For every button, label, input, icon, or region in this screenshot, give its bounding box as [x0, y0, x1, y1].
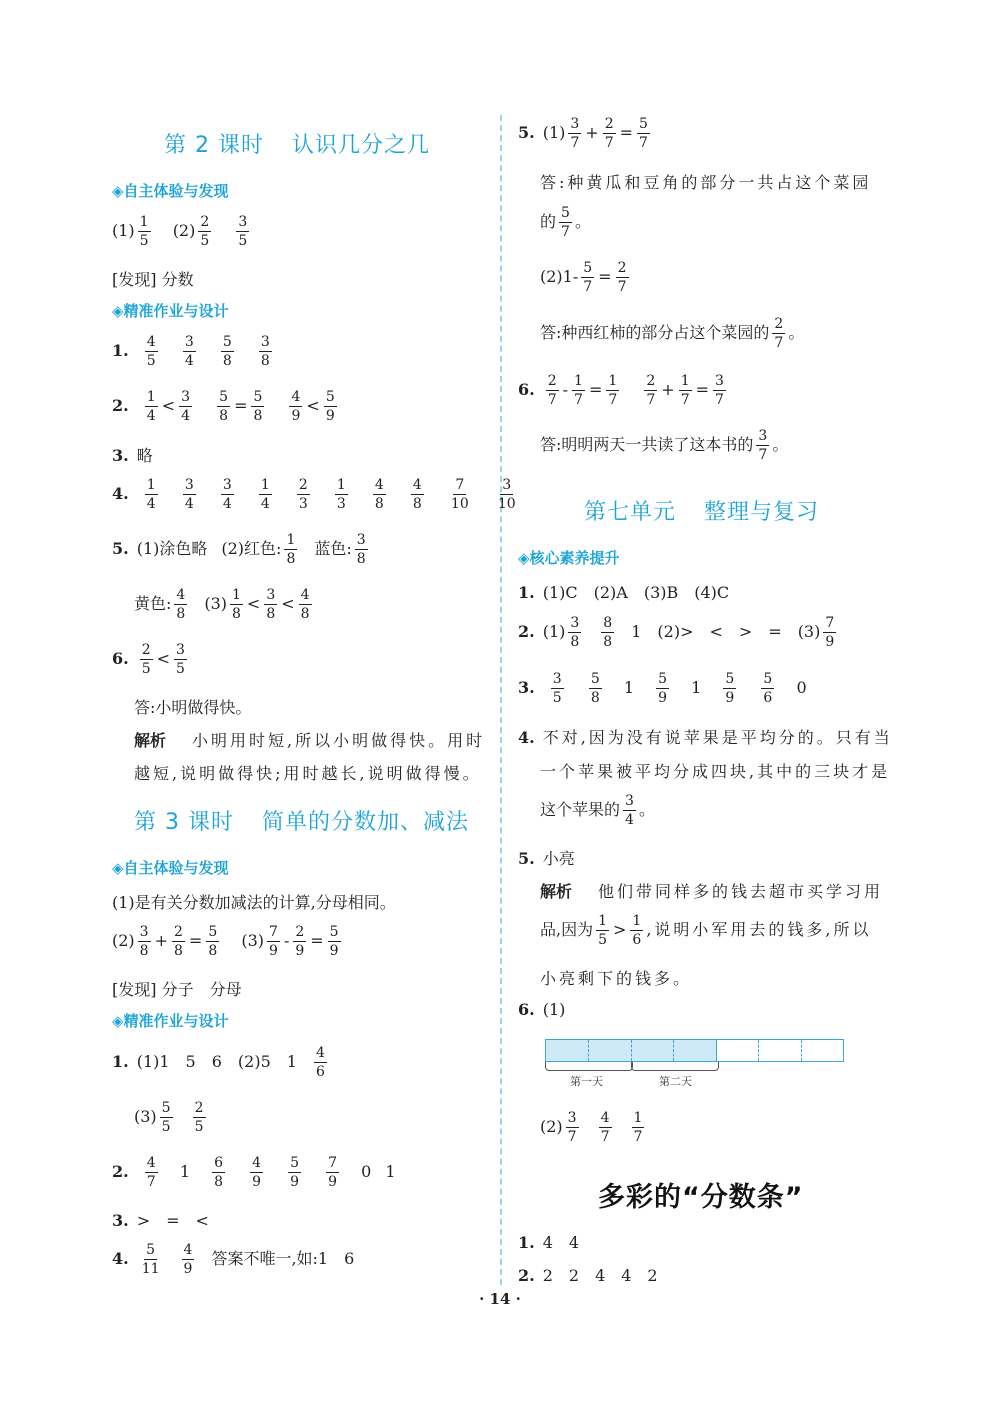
lesson2-q5-line2: 黄色: $\frac{4}{8}$ (3) $\frac{1}{8}$ < $\frac{3}{8}$ < $\frac{4}{8}$: [134, 587, 310, 622]
lesson2-line1: (1) $\frac{1}{5}$ (2) $\frac{2}{5}$ $\frac{3}{5}$: [112, 214, 248, 249]
right-q5: 5. (1) $\frac{3}{7}$ + $\frac{2}{7}$ = $\frac{5}{7}$: [518, 116, 648, 151]
lesson3-q2: 2. $\frac{4}{7}$ 1 $\frac{6}{8}$ $\frac{4}{9}$ $\frac{5}{9}$ $\frac{7}{9}$ 0 1: [112, 1155, 396, 1190]
lesson3-q4: 4. $\frac{5}{11}$ $\frac{4}{9}$ 答案不唯一,如:1 6: [112, 1242, 355, 1277]
fraction: $\frac{3}{5}$: [238, 214, 248, 249]
lesson2-discover: [发现] 分数: [112, 270, 194, 289]
right-q6: 6. $\frac{2}{7}$ - $\frac{1}{7}$ = $\frac{1}{7}$ $\frac{2}{7}$ + $\frac{1}{7}$ = $\frac{3}{7}$: [518, 373, 724, 408]
lesson2-q6-answer: 答:小明做得快。: [134, 698, 252, 717]
left-column: [112, 0, 516, 1300]
bar-segment-divider: [801, 1040, 802, 1061]
lesson2-title-b: 认识几分之几: [291, 133, 430, 158]
lesson3-q1: 1. (1)1 5 6 (2)5 1 $\frac{4}{6}$: [112, 1045, 325, 1080]
lesson2-q4: 4. $\frac{1}{4}$ $\frac{3}{4}$ $\frac{3}{4}$ $\frac{1}{4}$ $\frac{2}{3}$ $\frac{1}{3}$ $\frac{4}{8}$ $\frac{4}{8}$ $\frac{7}{10}$ $\frac{3}{10}$: [112, 477, 516, 512]
label-day2: 第二天: [659, 1075, 692, 1088]
r4-line3: 这个苹果的 $\frac{3}{4}$ 。: [540, 793, 655, 828]
r5-analysis: 解析 他们带同样多的钱去超市买学习用: [540, 882, 884, 901]
lesson3-discover: [发现] 分子 分母: [112, 980, 242, 999]
r1: 1. (1)C (2)A (3)B (4)C: [518, 583, 730, 602]
label-day1: 第一天: [570, 1075, 603, 1088]
lesson2-q6-analysis: 解析 小明用时短,所以小明做得快。用时: [134, 731, 486, 750]
r5: 5. 小亮: [518, 849, 575, 868]
lesson2-section1: ◈自主体验与发现: [112, 182, 229, 200]
right-q5-answer2: 答:种西红柿的部分占这个菜园的 $\frac{2}{7}$ 。: [540, 316, 805, 351]
right-q5-answer1: 答:种黄瓜和豆角的部分一共占这个菜园: [540, 173, 872, 192]
r5-analysis-3: 小亮剩下的钱多。: [540, 969, 693, 988]
fraction: $\frac{1}{5}$: [139, 214, 149, 249]
r5-analysis-2: 品,因为 $\frac{1}{5}$ > $\frac{1}{6}$ ,说明小军用去的钱多,所以: [540, 913, 872, 948]
lesson3-section2: ◈精准作业与设计: [112, 1012, 229, 1030]
right-column: [518, 0, 898, 1300]
lesson3-q3: 3. > = <: [112, 1211, 209, 1230]
bar-segment-divider: [631, 1040, 632, 1061]
lesson2-q3: 3. 略: [112, 446, 153, 465]
r4-line2: 一个苹果被平均分成四块,其中的三块才是: [540, 762, 891, 781]
lesson3-line1: (1)是有关分数加减法的计算,分母相同。: [112, 893, 396, 912]
lesson2-title: [164, 128, 430, 159]
core-section: ◈核心素养提升: [518, 549, 620, 567]
fraction: $\frac{2}{5}$: [200, 214, 210, 249]
lesson2-title-a: 第 2 课时: [164, 133, 264, 158]
r3: 3. $\frac{3}{5}$ $\frac{5}{8}$ 1 $\frac{5}{9}$ 1 $\frac{5}{9}$ $\frac{5}{6}$ 0: [518, 671, 807, 706]
s2: 2. 2 2 4 4 2: [518, 1266, 658, 1285]
bar-segment-divider: [758, 1040, 759, 1061]
r6: 6. (1): [518, 1000, 566, 1019]
lesson2-q2: 2. $\frac{1}{4}$ < $\frac{3}{4}$ $\frac{5}{8}$ = $\frac{5}{8}$ $\frac{4}{9}$ < $\frac{5}{9}$: [112, 389, 335, 424]
r6-part2: (2) $\frac{3}{7}$ $\frac{4}{7}$ $\frac{1}{7}$: [540, 1110, 643, 1145]
unit-title: 第七单元 整理与复习: [584, 500, 820, 525]
lesson2-section2: ◈精准作业与设计: [112, 302, 229, 320]
s1: 1. 4 4: [518, 1233, 580, 1252]
lesson2-q6: 6. $\frac{2}{5}$ < $\frac{3}{5}$: [112, 642, 185, 677]
lesson3-section1: ◈自主体验与发现: [112, 859, 229, 877]
brace-day1: [545, 1062, 633, 1071]
lesson2-q6-analysis-2: 越短,说明做得快;用时越长,说明做得慢。: [134, 764, 482, 783]
lesson3-line2: (2) $\frac{3}{8}$ + $\frac{2}{8}$ = $\frac{5}{8}$ (3) $\frac{7}{9}$ - $\frac{2}{9}$ = $\frac{5}{9}$: [112, 924, 339, 959]
bar-segment-divider: [673, 1040, 674, 1061]
right-q5-part2: (2)1- $\frac{5}{7}$ = $\frac{2}{7}$: [540, 260, 627, 295]
bar-segment-divider: [588, 1040, 589, 1061]
colorful-fraction-bar-title: 多彩的“分数条”: [598, 1182, 804, 1213]
lesson3-title: 第 3 课时 简单的分数加、减法: [134, 810, 469, 835]
column-divider: [500, 115, 502, 1285]
bar-segment-divider: [716, 1040, 717, 1061]
lesson2-q5-line1: 5. (1)涂色略 (2)红色: $\frac{1}{8}$ 蓝色: $\frac{3}{8}$: [112, 532, 366, 567]
lesson3-q1-line2: (3) $\frac{5}{5}$ $\frac{2}{5}$: [134, 1100, 204, 1135]
r4-line1: 4. 不对,因为没有说苹果是平均分的。只有当: [518, 728, 893, 747]
lesson2-q1: 1. $\frac{4}{5}$ $\frac{3}{4}$ $\frac{5}{8}$ $\frac{3}{8}$: [112, 334, 270, 369]
brace-day2: [631, 1062, 719, 1071]
right-q5-answer1b: 的 $\frac{5}{7}$ 。: [540, 205, 591, 240]
right-q6-answer: 答:明明两天一共读了这本书的 $\frac{3}{7}$ 。: [540, 428, 789, 463]
page-number: · 14 ·: [479, 1290, 521, 1308]
fraction-bar-diagram: [545, 1039, 844, 1062]
r2: 2. (1) $\frac{3}{8}$ $\frac{8}{8}$ 1 (2)> < > = (3) $\frac{7}{9}$: [518, 615, 835, 650]
